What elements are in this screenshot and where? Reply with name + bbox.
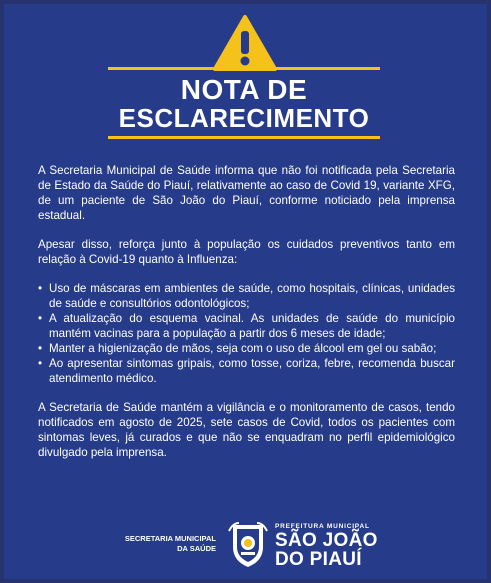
intro-paragraph: A Secretaria Municipal de Saúde informa que não foi notificada pela Secretaria de Estado da Saúde do Piauí, relativamente ao caso de Covid 19, variante XFG, de um paciente de São João do Piauí, conforme noticiado pela imprensa estadual. — [38, 164, 455, 222]
municipal-seal-icon — [227, 521, 269, 569]
list-item: • Ao apresentar sintomas gripais, como tosse, coriza, febre, recomenda buscar atendimento médico. — [38, 356, 455, 386]
prefeitura-logo — [275, 523, 385, 569]
secretaria-line1: SECRETARIA MUNICIPAL — [124, 534, 216, 543]
secretaria-label — [120, 534, 216, 554]
prevention-list — [38, 281, 455, 386]
secretaria-line2: DA SAÚDE — [177, 544, 216, 553]
prefeitura-label: PREFEITURA MUNICIPAL — [275, 523, 370, 530]
prevention-paragraph: Apesar disso, reforça junto à população os cuidados preventivos tanto em relação à Covid-19 quanto à Influenza: — [38, 238, 455, 266]
notice-body — [38, 163, 455, 474]
page-title-line1: NOTA DE — [180, 74, 308, 105]
list-item: • Manter a higienização de mãos, seja com o uso de álcool em gel ou sabão; — [38, 341, 455, 356]
warning-triangle-icon — [212, 14, 278, 72]
list-item: • Uso de máscaras em ambientes de saúde, como hospitais, clínicas, unidades de saúde e consultórios odontológicos; — [38, 281, 455, 311]
closing-paragraph: A Secretaria de Saúde mantém a vigilância e o monitoramento de casos, tendo notificados em agosto de 2025, sete casos de Covid, todos os pacientes com sintomas leves, já curados e que não se enquadram no perfil epidemiológico divulgado pela imprensa. — [38, 401, 455, 459]
list-item: • A atualização do esquema vacinal. As unidades de saúde do município mantém vacinas para a população a partir dos 6 meses de idade; — [38, 311, 455, 341]
city-name-line1: SÃO JOÃO — [275, 530, 378, 551]
page-title-line2: ESCLARECIMENTO — [118, 103, 370, 133]
title-box — [108, 67, 380, 139]
city-name-line2: DO PIAUÍ — [275, 549, 362, 570]
